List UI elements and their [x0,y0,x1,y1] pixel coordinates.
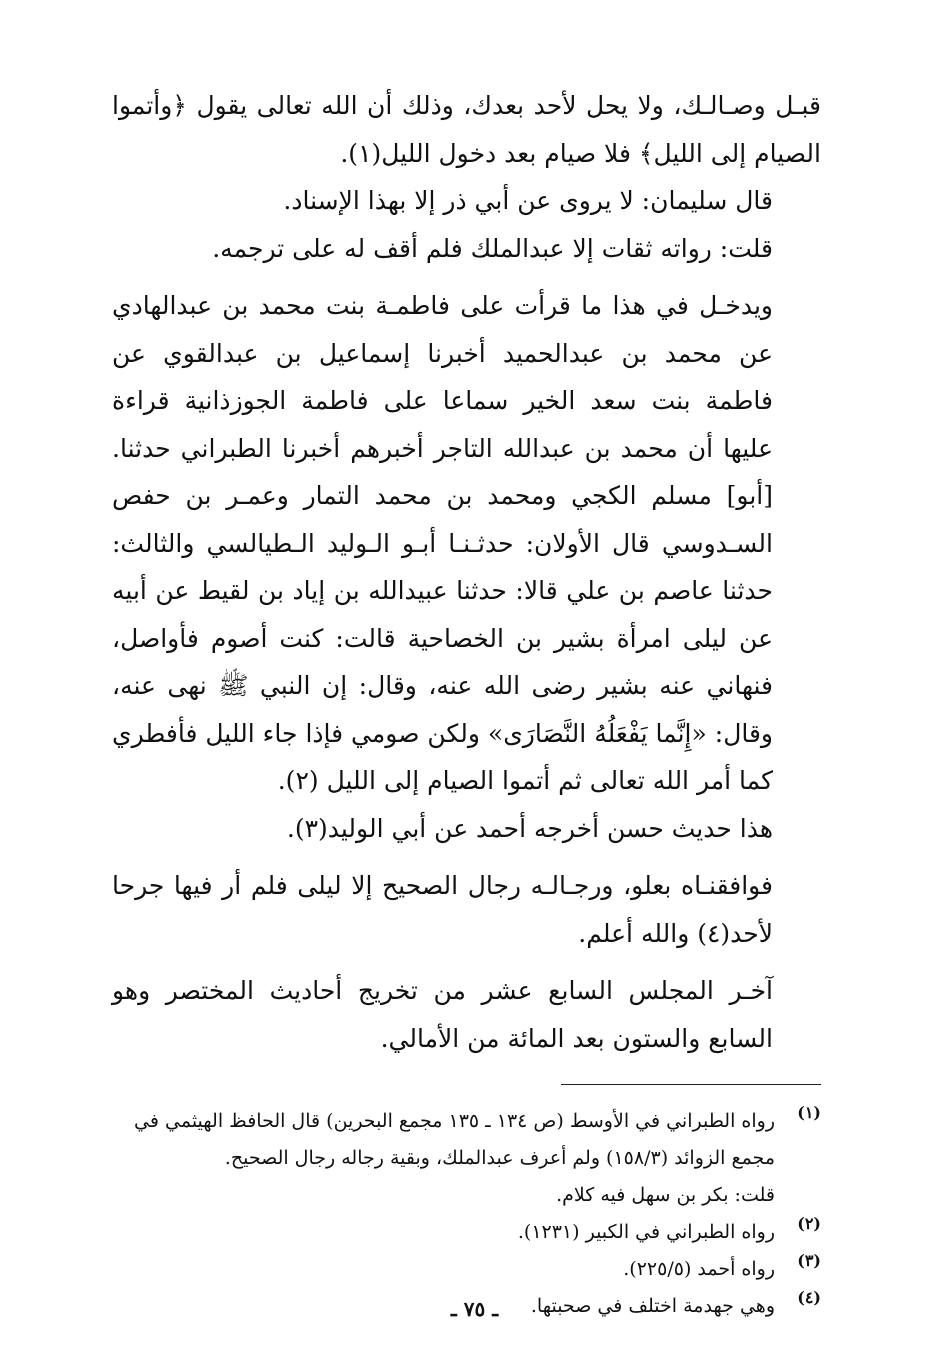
paragraph-4: ويدخـل في هذا ما قرأت على فاطمـة بنت محمد بن عبدالهادي عن محمد بن عبدالحميد أخبرنا إسماعيل بن عبدالقوي عن فاطمة بنت سعد الخير سماعا على فاطمة الجوزذانية قراءة عليها أن محمد بن عبدالله التاجر أخبرهم أخبرنا الطبراني حدثنا. [أبو] مسلم الكجي ومحمد بن محمد التمار وعمـر بن حفص السـدوسي قال الأولان: حدثـنـا أبـو الـوليد الـطيالسي والثالث: حدثنا عاصم بن علي قالا: حدثنا عبيدالله بن إياد بن لقيط عن أبيه عن ليلى امرأة بشير بن الخصاحية قالت: كنت أصوم فأواصل، فنهاني عنه بشير رضى الله عنه، وقال: إن النبي ﷺ نهى عنه، وقال: «إِنَّما يَفْعَلُهُ النَّصَارَى» ولكن صومي فإذا جاء الليل فأفطري كما أمر الله تعالى ثم أتموا الصيام إلى الليل (٢). [112,291,773,795]
footnote-text: قلت: بكر بن سهل فيه كلام. [556,1184,775,1206]
footnote-number: (٢) [797,1214,821,1233]
footnote-number: (١) [797,1103,821,1122]
footnote-text: وهي جهدمة اختلف في صحبتها. [530,1295,775,1317]
footnotes [112,1103,821,1325]
footnote-text: رواه الطبراني في الأوسط (ص ١٣٤ ـ ١٣٥ مجمع البحرين) قال الحافظ الهيثمي في مجمع الزوائد (١٥٨/٣) ولم أعرف عبدالملك، وبقية رجاله رجال الصحيح. [134,1110,775,1169]
footnote-separator [561,1084,821,1085]
footnote-number: (٤) [797,1288,821,1307]
paragraph-2: قال سليمان: لا يروى عن أبي ذر إلا بهذا الإسناد. [283,186,773,215]
footnote-text: رواه أحمد (٢٢٥/٥). [623,1258,775,1280]
paragraph-6: فوافقنـاه بعلو، ورجـالـه رجال الصحيح إلا ليلى فلم أر فيها جرحا لأحد(٤) والله أعلم. [112,871,773,948]
page-number: ـ ٧٥ ـ [450,1297,499,1321]
paragraph-5: هذا حديث حسن أخرجه أحمد عن أبي الوليد(٣). [286,813,773,843]
paragraph-1: قبـل وصـالـك، ولا يحل لأحد بعدك، وذلك أن الله تعالى يقول ﴿وأتموا الصيام إلى الليل﴾ فلا صيام بعد دخول الليل(١). [112,91,821,168]
footnote-1 [112,1103,821,1177]
paragraph-7: آخـر المجلس السابع عشر من تخريج أحاديث المختصر وهو السابع والستون بعد المائة من الأمالي. [112,976,773,1053]
main-text [112,82,821,1062]
footnote-number: (٣) [797,1251,821,1270]
footnote-text: رواه الطبراني في الكبير (١٢٣١). [517,1221,775,1243]
footnote-1-continued [112,1177,821,1214]
paragraph-3: قلت: رواته ثقات إلا عبدالملك فلم أقف له على ترجمه. [212,233,773,263]
footnote-3 [112,1251,821,1288]
footnote-2 [112,1214,821,1251]
